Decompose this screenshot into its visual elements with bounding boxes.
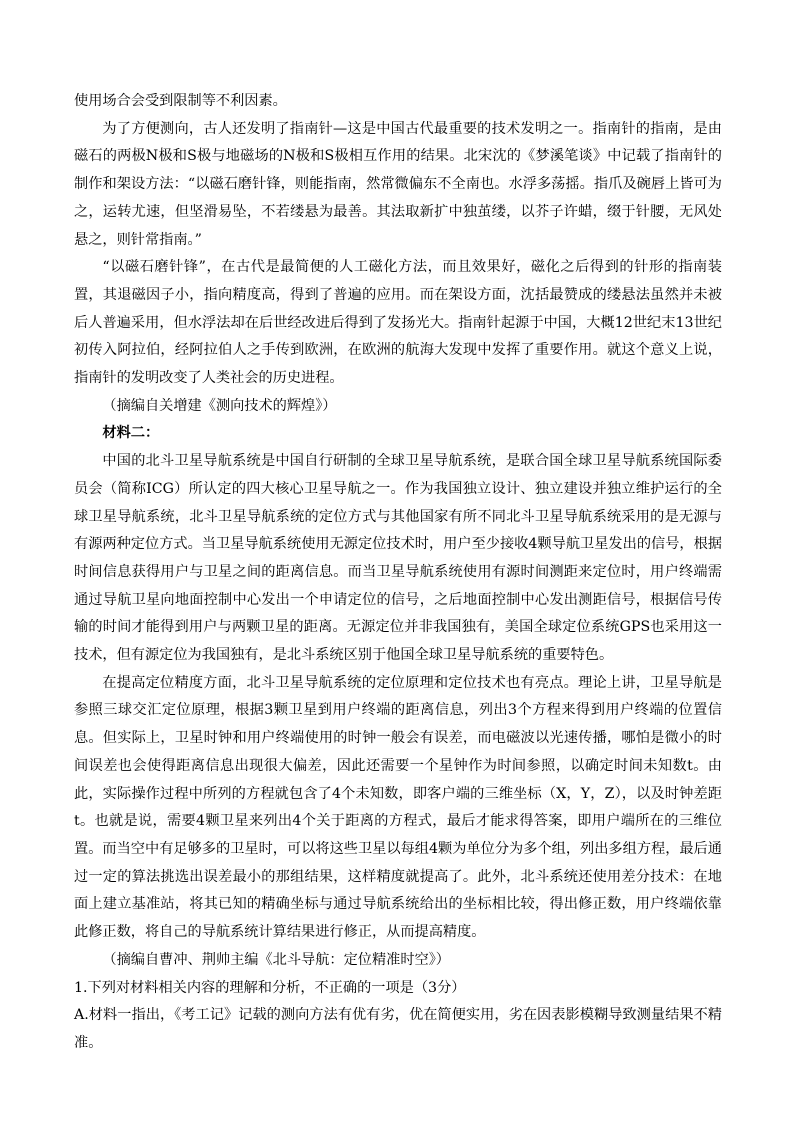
- source-citation-2: （摘编自曹冲、荆帅主编《北斗导航：定位精准时空》）: [102, 951, 450, 968]
- section-heading-material-2: 材料二：: [102, 425, 160, 442]
- question-1: 1.下列对材料相关内容的理解和分析，不正确的一项是（3分）: [74, 979, 466, 996]
- paragraph-beidou-system: 中国的北斗卫星导航系统是中国自行研制的全球卫星导航系统，是联合国全球卫星导航系统国际委员会（简称ICG）所认定的四大核心卫星导航之一。作为我国独立设计、独立建设并独立维护运行的全球卫星导航系统，北斗卫星导航系统的定位方式与其他国家有所不同北斗卫星导航系统采用的是无源与有源两种定位方式。当卫星导航系统使用无源定位技术时，用户至少接收4颗导航卫星发出的信号，根据时间信息获得用户与卫星之间的距离信息。而当卫星导航系统使用有源时间测距来定位时，用户终端需通过导航卫星向地面控制中心发出一个申请定位的信号，之后地面控制中心发出测距信号，根据信号传输的时间才能得到用户与两颗卫星的距离。无源定位并非我国独有，美国全球定位系统GPS也采用这一技术，但有源定位为我国独有，是北斗系统区别于他国全球卫星导航系统的重要特色。: [74, 453, 722, 664]
- question-1-option-a: A.材料一指出，《考工记》记载的测向方法有优有劣，优在简便实用，劣在因表影模糊导致测量结果不精准。: [74, 1007, 722, 1051]
- paragraph-compass-invention: 为了方便测向，古人还发明了指南针—这是中国古代最重要的技术发明之一。指南针的指南，是由磁石的两极N极和S极与地磁场的N极和S极相互作用的结果。北宋沈的《梦溪笔谈》中记载了指南针的制作和架设方法：“以磁石磨针锋，则能指南，然常微偏东不全南也。水浮多荡摇。指爪及碗唇上皆可为之，运转尤速，但坚滑易坠，不若缕悬为最善。其法取新扩中独茧缕，以芥子许蜡，缀于针腰，无风处悬之，则针常指南。”: [74, 120, 722, 248]
- document-body: [74, 88, 722, 1058]
- source-citation-1: （摘编自关增建《测向技术的辉煌》）: [102, 397, 337, 414]
- paragraph-beidou-accuracy: 在提高定位精度方面，北斗卫星导航系统的定位原理和定位技术也有亮点。理论上讲，卫星导航是参照三球交汇定位原理，根据3颗卫星到用户终端的距离信息，列出3个方程来得到用户终端的位置信息。但实际上，卫星时钟和用户终端使用的时钟一般会有误差，而电磁波以光速传播，哪怕是微小的时间误差也会使得距离信息出现很大偏差，因此还需要一个星钟作为时间参照，以确定时间未知数t。由此，实际操作过程中所列的方程就包含了4个未知数，即客户端的三维坐标（X，Y，Z），以及时钟差距t。也就是说，需要4颗卫星来列出4个关于距离的方程式，最后才能求得答案，即用户端所在的三维位置。而当空中有足够多的卫星时，可以将这些卫星以每组4颗为单位分为多个组，列出多组方程，最后通过一定的算法挑选出误差最小的那组结果，这样精度就提高了。此外，北斗系统还使用差分技术：在地面上建立基准站，将其已知的精确坐标与通过导航系统给出的坐标相比较，得出修正数，用户终端依靠此修正数，将自己的导航系统计算结果进行修正，从而提高精度。: [74, 674, 722, 941]
- paragraph-compass-magnetization: “以磁石磨针锋”，在古代是最简便的人工磁化方法，而且效果好，磁化之后得到的针形的指南装置，其退磁因子小，指向精度高，得到了普遍的应用。而在架设方面，沈括最赞成的缕悬法虽然并未被后人普遍采用，但水浮法却在后世经改进后得到了发扬光大。指南针起源于中国，大概12世纪末13世纪初传入阿拉伯，经阿拉伯人之手传到欧洲，在欧洲的航海大发现中发挥了重要作用。就这个意义上说，指南针的发明改变了人类社会的历史进程。: [74, 259, 722, 387]
- paragraph-continuation: 使用场合会受到限制等不利因素。: [74, 93, 287, 109]
